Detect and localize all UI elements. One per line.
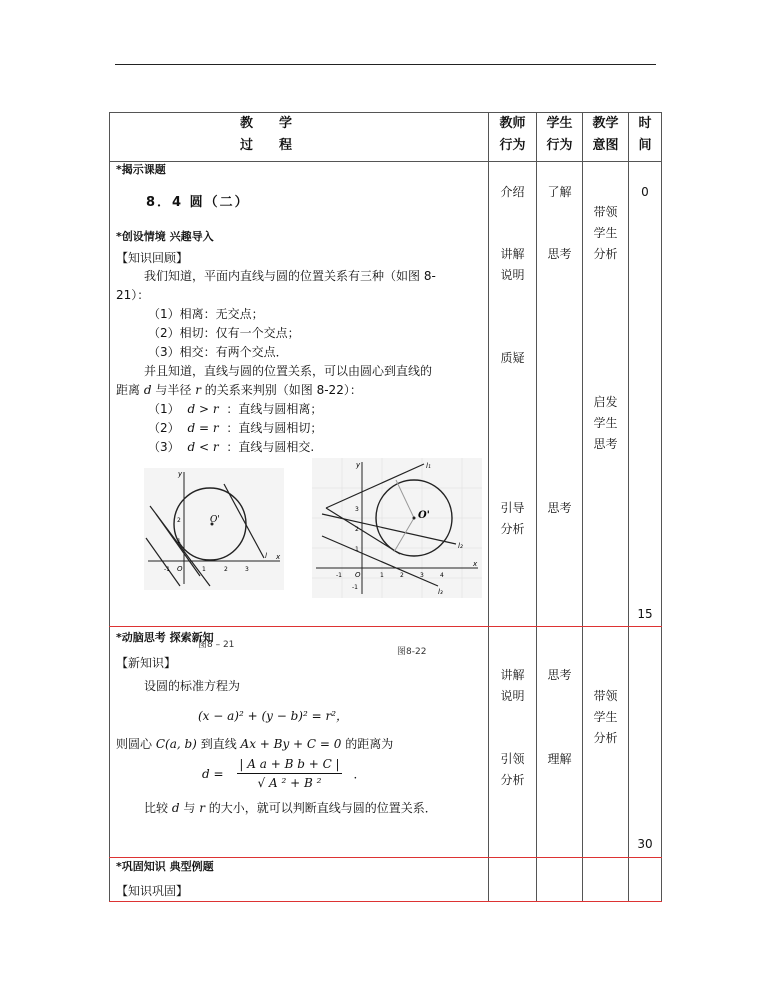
lesson-title: 8．4 圆（二） [146, 195, 250, 210]
figure-8-22-caption: 图8-22 [397, 647, 427, 657]
svg-text:3: 3 [355, 506, 359, 513]
svg-text:-1: -1 [352, 584, 358, 591]
section1-subheading: *创设情境 兴趣导入 [116, 230, 214, 243]
svg-text:x: x [276, 553, 281, 561]
section2-teacher-behavior: 讲解 说明 引领 分析 [489, 627, 537, 858]
table-header-row [110, 113, 662, 162]
svg-text:4: 4 [440, 572, 444, 579]
section1-heading: *揭示课题 [116, 163, 166, 176]
svg-text:l₃: l₃ [438, 588, 443, 596]
svg-text:y: y [178, 470, 183, 478]
consolidation-label: 【知识巩固】 [116, 884, 189, 898]
svg-text:3: 3 [245, 566, 249, 573]
svg-text:l₁: l₁ [426, 462, 431, 470]
section-row-new-knowledge [110, 627, 662, 858]
review-label: 【知识回顾】 [116, 251, 189, 265]
header-teacher-behavior: 教师 行为 [489, 113, 537, 162]
section2-paragraph-1: 设圆的标准方程为 [144, 679, 241, 693]
section-row-consolidation [110, 858, 662, 902]
section3-content [110, 858, 489, 902]
section2-paragraph-3: 比较 d 与 r 的大小，就可以判断直线与圆的位置关系． [144, 801, 437, 815]
svg-text:-1: -1 [336, 572, 342, 579]
section1-teacher-behavior: 介绍 讲解 说明 质疑 引导 分析 [489, 162, 537, 627]
relation-item-1: （1）相离：无交点； [148, 307, 264, 321]
svg-text:x: x [473, 560, 478, 568]
formula-denominator: √ A ² + B ² [257, 776, 322, 790]
header-teaching-intent: 教学 意图 [583, 113, 629, 162]
svg-text:O: O [177, 565, 183, 573]
svg-text:2: 2 [400, 572, 404, 579]
section1-teaching-intent: 带领 学生 分析 启发 学生 思考 [583, 162, 629, 627]
svg-text:O: O [355, 571, 361, 579]
formula-numerator: | A a + B b + C | [237, 755, 341, 774]
section1-time: 0 15 [629, 162, 662, 627]
svg-text:l₂: l₂ [458, 542, 463, 550]
page-header-rule [115, 64, 656, 65]
figure-8-21-caption: 图8 – 21 [198, 640, 235, 650]
svg-text:1: 1 [355, 546, 359, 553]
fig2-center-label: O' [418, 510, 430, 521]
section2-content [110, 627, 489, 858]
fig1-center-label: O' [210, 515, 220, 525]
svg-text:2: 2 [355, 526, 359, 533]
paragraph-2a: 并且知道，直线与圆的位置关系，可以由圆心到直线的 [144, 364, 433, 378]
condition-1: （1） d > r ：直线与圆相离； [148, 402, 323, 416]
section2-teaching-intent: 带领 学生 分析 [583, 627, 629, 858]
section2-paragraph-2: 则圆心 C(a, b) 到直线 Ax + By + C = 0 的距离为 [116, 737, 394, 751]
distance-formula: d = $\frac{\text{| A a + B b + C |}}{\text{√ A ² + B ²}}$ ． [202, 757, 366, 790]
header-teaching-process [110, 113, 489, 162]
svg-text:1: 1 [202, 566, 206, 573]
condition-2: （2） d = r ：直线与圆相切； [148, 421, 323, 435]
relation-item-2: （2）相切：仅有一个交点； [148, 326, 300, 340]
paragraph-2b: 距离 d 与半径 r 的关系来判别（如图 8-22）： [116, 383, 362, 397]
header-line-1: 教 学 [240, 116, 293, 131]
lesson-plan-table [109, 112, 662, 902]
section2-heading: *动脑思考 探索新知 [116, 631, 214, 644]
paragraph-1a: 我们知道，平面内直线与圆的位置关系有三种（如图 8- [144, 269, 436, 283]
svg-text:l: l [265, 552, 267, 560]
relation-item-3: （3）相交：有两个交点． [148, 345, 288, 359]
circle-equation: (x − a)² + (y − b)² = r²， [198, 709, 349, 723]
svg-text:2: 2 [224, 566, 228, 573]
svg-text:1: 1 [380, 572, 384, 579]
header-time: 时 间 [629, 113, 662, 162]
section-row-intro [110, 162, 662, 627]
figure-8-21 [144, 468, 284, 590]
svg-text:1: 1 [177, 538, 181, 545]
section2-student-behavior: 思考 理解 [537, 627, 583, 858]
section2-time: 30 [629, 627, 662, 858]
header-line-2: 过 程 [240, 138, 293, 153]
svg-text:y: y [356, 461, 361, 469]
section3-heading: *巩固知识 典型例题 [116, 860, 214, 873]
svg-text:-1: -1 [164, 566, 170, 573]
condition-3: （3） d < r ：直线与圆相交. [148, 440, 315, 454]
section1-student-behavior: 了解 思考 思考 [537, 162, 583, 627]
svg-text:3: 3 [420, 572, 424, 579]
header-student-behavior: 学生 行为 [537, 113, 583, 162]
svg-text:2: 2 [177, 517, 181, 524]
new-knowledge-label: 【新知识】 [116, 656, 177, 670]
figure-8-22 [312, 458, 482, 598]
paragraph-1b: 21）： [116, 288, 150, 302]
